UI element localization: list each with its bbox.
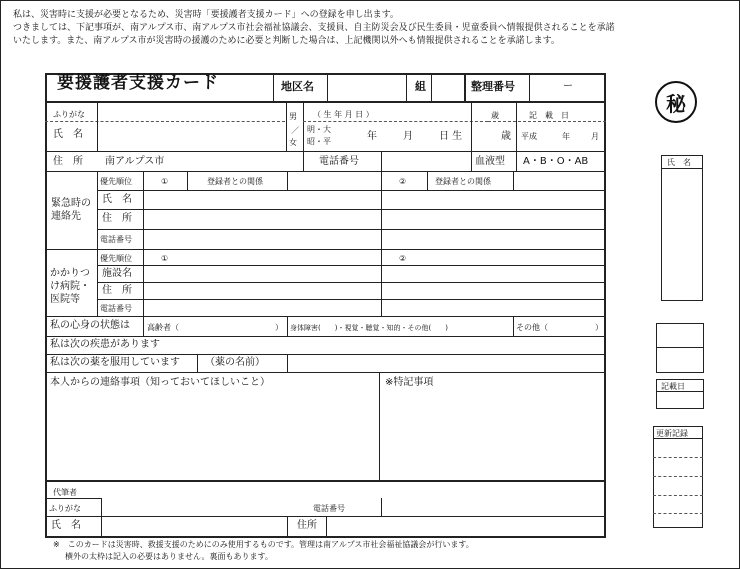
birth-year: 年 xyxy=(367,131,377,142)
address-value: 南アルプス市 xyxy=(105,156,165,167)
proxy-furigana-label: ふりがな xyxy=(49,504,81,513)
side-blank-box xyxy=(656,323,704,373)
confidential-seal xyxy=(655,81,697,123)
birth-day: 日 生 xyxy=(439,131,463,142)
furigana-label: ふりがな xyxy=(53,110,85,119)
gender-female: 女 xyxy=(289,138,297,147)
gender-male: 男 xyxy=(289,112,297,121)
condition-elderly: 高齢者（ xyxy=(147,323,179,332)
record-year: 年 xyxy=(562,132,570,141)
proxy-address-label: 住所 xyxy=(297,520,317,531)
disease-label: 私は次の疾患があります xyxy=(50,339,160,350)
record-month: 月 xyxy=(591,132,599,141)
proxy-label: 代筆者 xyxy=(53,488,77,497)
phone-label: 電話番号 xyxy=(319,156,359,167)
hospital-priority-1: ① xyxy=(161,254,169,263)
blood-type-values: A・B・O・AB xyxy=(523,156,589,167)
notice-line-2: つきましては、下記事項が、南アルプス市、南アルプス市社会福祉協議会、支援員、自主防災会及び民生委員・児童委員へ情報提供されることを承諾 xyxy=(13,23,615,33)
birth-month: 月 xyxy=(403,131,413,142)
name-label: 氏 名 xyxy=(53,129,83,140)
birth-date-label: （ 生 年 月 日 ） xyxy=(313,110,374,119)
condition-disabled: 身体障害( )・視覚・聴覚・知的・その他( ) xyxy=(290,324,448,332)
card-title: 要援護者支援カード xyxy=(57,73,219,93)
emergency-priority-1: ① xyxy=(161,177,169,186)
emergency-name-label: 氏 名 xyxy=(102,194,132,205)
notice-line-1: 私は、災害時に支援が必要となるため、災害時「要援護者支援カード」への登録を申し出ます。 xyxy=(13,10,399,20)
emergency-priority-label: 優先順位 xyxy=(100,177,132,186)
blood-type-label: 血液型 xyxy=(475,156,505,167)
hospital-section: かかりつけ病院・医院等 xyxy=(50,268,90,305)
group-label: 組 xyxy=(415,80,426,93)
consent-notice xyxy=(13,9,703,48)
side-record-date-label: 記載日 xyxy=(661,382,685,391)
gender-slash: ／ xyxy=(291,126,299,135)
emergency-contact-section: 緊急時の連絡先 xyxy=(51,198,91,222)
district-label: 地区名 xyxy=(281,80,314,93)
condition-other: その他（ xyxy=(516,323,548,332)
condition-other-close: ） xyxy=(595,323,603,332)
condition-elderly-close: ） xyxy=(275,323,283,332)
address-label: 住 所 xyxy=(53,156,83,167)
record-heisei: 平成 xyxy=(521,132,537,141)
hospital-phone-label: 電話番号 xyxy=(100,304,132,313)
hospital-address-label: 住 所 xyxy=(102,285,132,296)
side-name-label: 氏 名 xyxy=(667,158,691,167)
side-update-label: 更新記録 xyxy=(656,429,688,438)
number-label: 整理番号 xyxy=(471,80,515,93)
emergency-relation-2: 登録者との関係 xyxy=(435,177,491,186)
age-header: 歳 xyxy=(491,111,499,120)
emergency-priority-2: ② xyxy=(399,177,407,186)
notice-line-3: いたします。また、南アルプス市が災害時の援護のために必要と判断した場合は、上記機関以外へも情報提供されることを承諾します。 xyxy=(13,36,560,46)
side-name-box xyxy=(661,155,703,301)
hospital-priority-label: 優先順位 xyxy=(100,254,132,263)
era-showa-heisei: 昭・平 xyxy=(307,137,331,146)
number-dash: ー xyxy=(563,81,573,92)
condition-label: 私の心身の状態は xyxy=(50,320,130,331)
emergency-address-label: 住 所 xyxy=(102,213,132,224)
footer-line-1: ※ このカードは災害時、救援支援のためにのみ使用するものです。管理は南アルプス市社会福祉協議会が行います。 xyxy=(53,540,474,549)
contact-notes-label: 本人からの連絡事項（知っておいてほしいこと） xyxy=(50,377,270,388)
hospital-facility-label: 施設名 xyxy=(102,268,132,279)
medicine-name-label: （薬の名前） xyxy=(205,357,265,368)
hospital-priority-2: ② xyxy=(399,254,407,263)
record-date-label: 記 載 日 xyxy=(529,111,569,120)
era-meiji-taisho: 明・大 xyxy=(307,125,331,134)
footer-line-2: 横外の太枠は記入の必要はありません。裏面もあります。 xyxy=(65,552,273,561)
proxy-name-label: 氏 名 xyxy=(51,520,81,531)
emergency-phone-label: 電話番号 xyxy=(100,235,132,244)
confidential-mark: 秘 xyxy=(666,91,686,116)
medicine-label: 私は次の薬を服用しています xyxy=(50,357,180,368)
age-unit: 歳 xyxy=(501,131,511,142)
proxy-phone-label: 電話番号 xyxy=(313,504,345,513)
emergency-relation-1: 登録者との関係 xyxy=(207,177,263,186)
special-notes-label: ※特記事項 xyxy=(385,377,434,388)
